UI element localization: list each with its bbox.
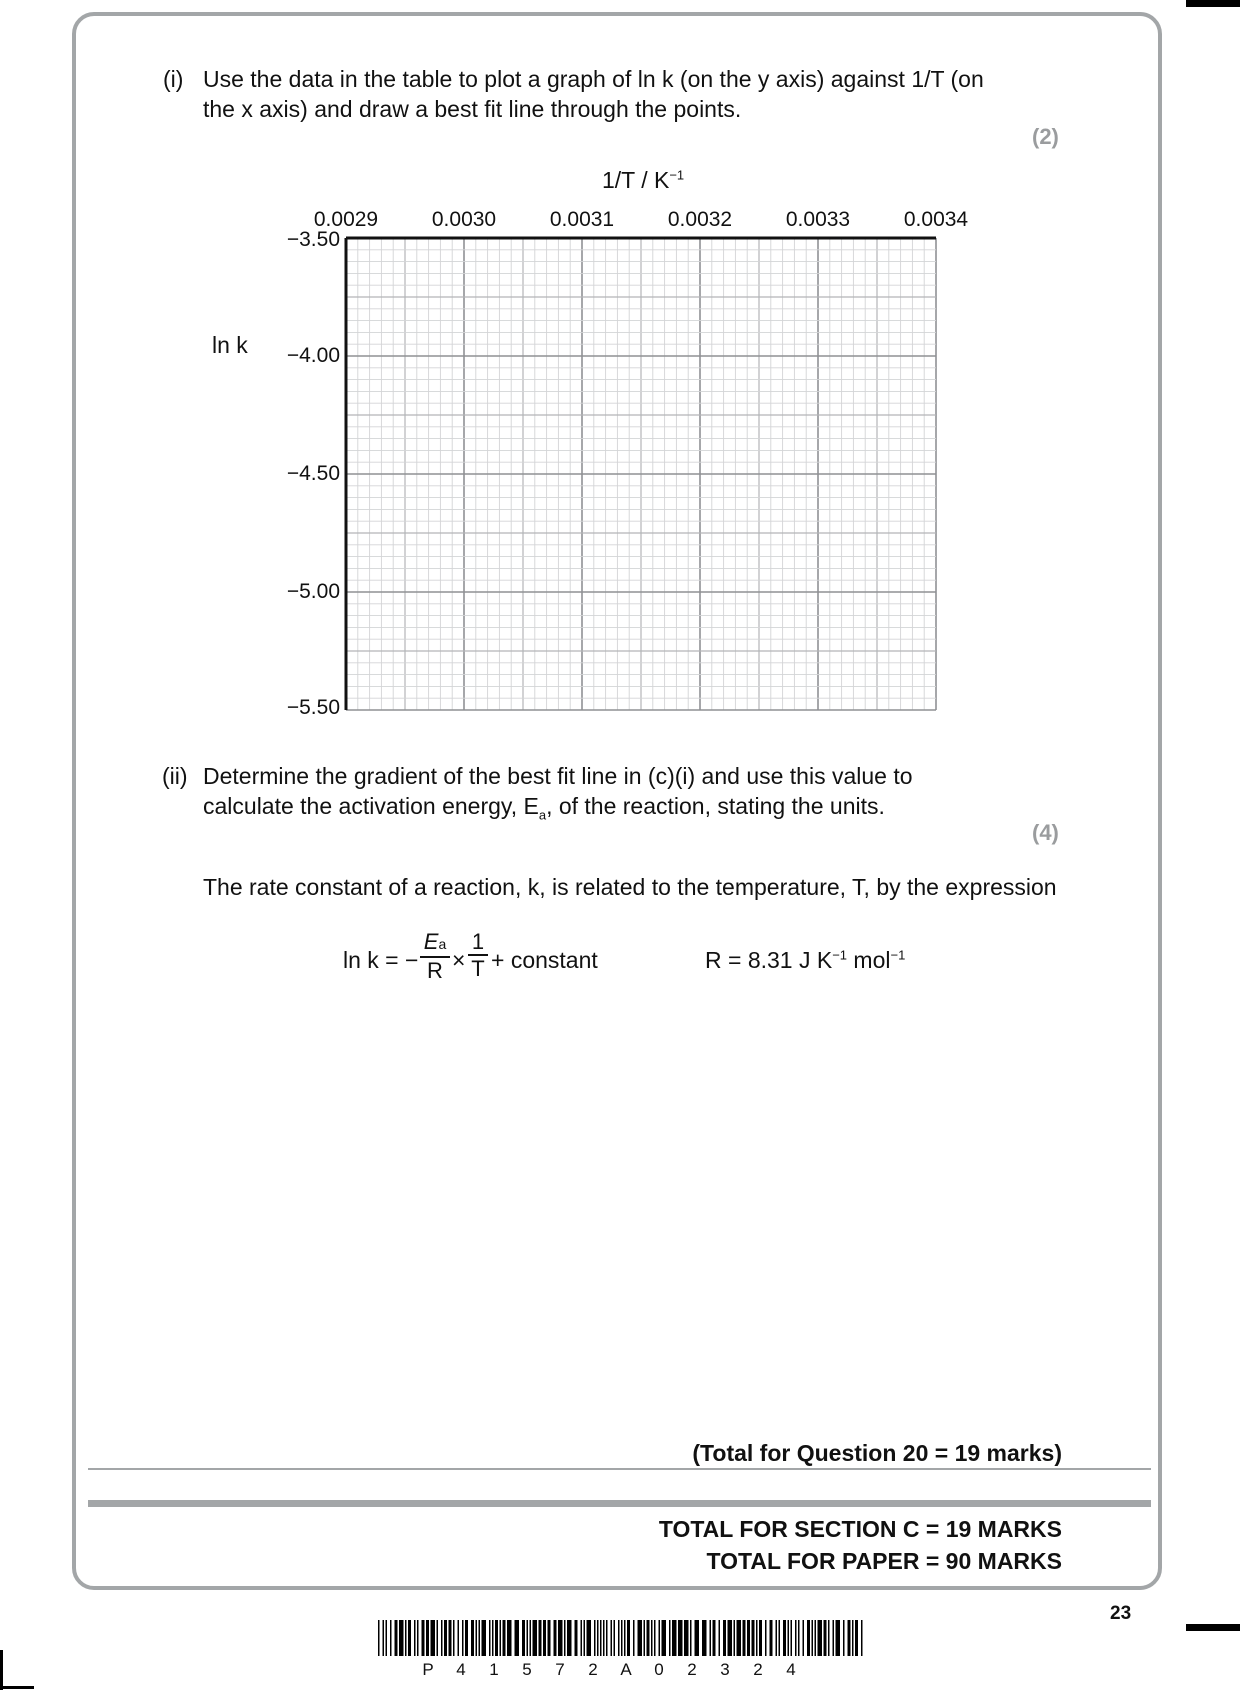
barcode-bar: [647, 1620, 650, 1656]
part-ii-line1: Determine the gradient of the best fit line in (c)(i) and use this value to: [203, 763, 913, 789]
barcode-character: 5: [517, 1660, 537, 1680]
barcode-bar: [405, 1620, 407, 1656]
gas-constant: [705, 945, 905, 975]
gas-constant-mol: mol: [847, 947, 891, 973]
barcode-bar: [465, 1620, 468, 1656]
barcode-bar: [548, 1620, 551, 1656]
barcode-bar: [492, 1620, 494, 1656]
barcode-bar: [584, 1620, 586, 1656]
barcode-bar: [828, 1620, 830, 1656]
barcode-bar: [554, 1620, 557, 1656]
barcode-bar: [458, 1620, 460, 1656]
barcode: [378, 1620, 864, 1662]
barcode-bar: [594, 1620, 596, 1656]
barcode-bar: [815, 1620, 817, 1656]
x-axis-title-sup: −1: [669, 167, 685, 183]
barcode-bar: [378, 1620, 380, 1656]
gas-constant-sup1: −1: [832, 947, 848, 963]
fraction-one-numerator: 1: [471, 929, 485, 954]
barcode-bar: [618, 1620, 620, 1656]
barcode-bar: [833, 1620, 835, 1656]
barcode-bar: [848, 1620, 851, 1656]
gas-constant-sup2: −1: [890, 947, 906, 963]
part-ii-line2-a: calculate the activation energy, E: [203, 793, 539, 819]
barcode-bar: [788, 1620, 790, 1656]
barcode-bar: [654, 1620, 656, 1656]
barcode-bar: [807, 1620, 810, 1656]
part-ii-line2-sub: a: [538, 807, 547, 823]
part-ii-line2-b: , of the reaction, stating the units.: [546, 793, 885, 819]
barcode-character: 2: [748, 1660, 768, 1680]
barcode-bar: [737, 1620, 742, 1656]
barcode-bar: [567, 1620, 572, 1656]
barcode-bar: [489, 1620, 491, 1656]
fraction-t-denominator: T: [468, 954, 488, 982]
barcode-bar: [752, 1620, 755, 1656]
barcode-bar: [765, 1620, 767, 1656]
divider-thick: [88, 1500, 1151, 1507]
barcode-bar: [395, 1620, 398, 1656]
fraction-ea-denominator: R: [420, 956, 450, 984]
barcode-character: 3: [715, 1660, 735, 1680]
part-i-line2: the x axis) and draw a best fit line through the points.: [203, 96, 742, 122]
ea-symbol: E: [423, 929, 439, 954]
y-tick-label: −5.50: [286, 696, 340, 719]
ea-subscript: a: [438, 936, 447, 952]
y-tick-label: −5.00: [286, 580, 340, 603]
barcode-bar: [417, 1620, 419, 1656]
total-paper: TOTAL FOR PAPER = 90 MARKS: [706, 1548, 1062, 1574]
barcode-bar: [603, 1620, 605, 1656]
barcode-bar: [651, 1620, 653, 1656]
barcode-bar: [743, 1620, 746, 1656]
part-i-label: (i): [163, 66, 184, 92]
y-tick-label: −3.50: [286, 228, 340, 251]
barcode-bar: [843, 1620, 845, 1656]
barcode-bar: [453, 1620, 455, 1656]
barcode-bar: [500, 1620, 502, 1656]
barcode-bar: [611, 1620, 613, 1656]
barcode-bar: [791, 1620, 793, 1656]
barcode-bar: [812, 1620, 814, 1656]
page-number: 23: [1110, 1603, 1132, 1624]
part-ii-marks: (4): [1032, 820, 1059, 845]
barcode-bar: [710, 1620, 712, 1656]
barcode-bar: [690, 1620, 692, 1656]
barcode-bar: [728, 1620, 733, 1656]
barcode-bar: [779, 1620, 781, 1656]
barcode-bar: [669, 1620, 671, 1656]
x-tick-label: 0.0030: [431, 208, 497, 231]
barcode-bar: [614, 1620, 616, 1656]
barcode-bar: [747, 1620, 750, 1656]
barcode-bar: [471, 1620, 474, 1656]
fraction-one-over-t: [468, 930, 488, 982]
barcode-bar: [507, 1620, 512, 1656]
barcode-bar: [386, 1620, 388, 1656]
expression-lhs: ln k = −: [343, 947, 419, 973]
barcode-bar: [408, 1620, 411, 1656]
barcode-bar: [719, 1620, 721, 1656]
barcode-bar: [783, 1620, 786, 1656]
divider-thin: [88, 1468, 1151, 1470]
barcode-character: 4: [781, 1660, 801, 1680]
x-tick-label: 0.0031: [549, 208, 615, 231]
part-ii-line2: [203, 791, 885, 821]
barcode-bar: [422, 1620, 425, 1656]
barcode-bar: [597, 1620, 599, 1656]
expression-rhs: + constant: [491, 947, 598, 973]
barcode-bar: [539, 1620, 542, 1656]
barcode-bar: [558, 1620, 563, 1656]
barcode-bar: [444, 1620, 447, 1656]
barcode-bar: [684, 1620, 689, 1656]
barcode-bar: [633, 1620, 635, 1656]
barcode-bar: [756, 1620, 758, 1656]
barcode-bar: [672, 1620, 677, 1656]
barcode-bar: [437, 1620, 439, 1656]
barcode-bar: [713, 1620, 716, 1656]
barcode-bar: [441, 1620, 443, 1656]
barcode-bar: [522, 1620, 525, 1656]
y-tick-label: −4.50: [286, 462, 340, 485]
barcode-bar: [723, 1620, 726, 1656]
barcode-bar: [543, 1620, 546, 1656]
part-i-marks: (2): [1032, 124, 1059, 149]
barcode-bar: [621, 1620, 623, 1656]
barcode-bar: [414, 1620, 416, 1656]
barcode-bar: [503, 1620, 506, 1656]
total-question: (Total for Question 20 = 19 marks): [692, 1440, 1062, 1466]
barcode-bar: [836, 1620, 841, 1656]
barcode-bar: [624, 1620, 626, 1656]
barcode-bar: [533, 1620, 538, 1656]
barcode-bar: [600, 1620, 602, 1656]
barcode-bar: [776, 1620, 778, 1656]
barcode-bar: [476, 1620, 478, 1656]
barcode-bar: [659, 1620, 661, 1656]
x-tick-label: 0.0029: [313, 208, 379, 231]
barcode-bar: [627, 1620, 630, 1656]
barcode-character: 7: [550, 1660, 570, 1680]
barcode-bar: [638, 1620, 643, 1656]
barcode-bar: [662, 1620, 667, 1656]
fraction-ea-numerator: [420, 930, 450, 956]
barcode-bar: [695, 1620, 700, 1656]
barcode-bar: [702, 1620, 707, 1656]
barcode-bar: [587, 1620, 592, 1656]
barcode-bar: [798, 1620, 800, 1656]
barcode-bar: [399, 1620, 404, 1656]
barcode-character: 2: [682, 1660, 702, 1680]
barcode-bar: [479, 1620, 481, 1656]
barcode-bar: [759, 1620, 762, 1656]
x-tick-label: 0.0032: [667, 208, 733, 231]
barcode-bar: [795, 1620, 797, 1656]
barcode-bar: [644, 1620, 646, 1656]
barcode-bar: [426, 1620, 429, 1656]
part-ii-label: (ii): [162, 763, 188, 789]
barcode-bar: [734, 1620, 736, 1656]
barcode-bar: [770, 1620, 773, 1656]
barcode-character: A: [616, 1660, 636, 1680]
barcode-bar: [515, 1620, 520, 1656]
total-section: TOTAL FOR SECTION C = 19 MARKS: [658, 1516, 1062, 1542]
barcode-bar: [581, 1620, 583, 1656]
barcode-bar: [383, 1620, 385, 1656]
x-tick-label: 0.0034: [903, 208, 969, 231]
x-tick-label: 0.0033: [785, 208, 851, 231]
barcode-bar: [855, 1620, 858, 1656]
barcode-bar: [818, 1620, 823, 1656]
barcode-bar: [564, 1620, 566, 1656]
barcode-bar: [530, 1620, 532, 1656]
barcode-character: P: [418, 1660, 438, 1680]
times-sign: ×: [452, 947, 466, 973]
barcode-bar: [390, 1620, 392, 1656]
barcode-character: 2: [583, 1660, 603, 1680]
barcode-bar: [575, 1620, 578, 1656]
y-axis-title: ln k: [212, 332, 248, 358]
barcode-bar: [431, 1620, 436, 1656]
barcode-bar: [449, 1620, 452, 1656]
barcode-bar: [482, 1620, 487, 1656]
barcode-bar: [852, 1620, 854, 1656]
barcode-bar: [803, 1620, 805, 1656]
barcode-bar: [861, 1620, 863, 1656]
fraction-ea-over-r: [420, 930, 450, 984]
part-i-line1: Use the data in the table to plot a graph of ln k (on the y axis) against 1/T (on: [203, 66, 984, 92]
y-tick-label: −4.00: [286, 344, 340, 367]
barcode-character: 4: [451, 1660, 471, 1680]
barcode-character: 0: [649, 1660, 669, 1680]
barcode-bar: [606, 1620, 608, 1656]
gas-constant-text: R = 8.31 J K: [705, 947, 833, 973]
barcode-character: 1: [484, 1660, 504, 1680]
expression-intro: The rate constant of a reaction, k, is related to the temperature, T, by the expression: [203, 874, 1057, 900]
barcode-bar: [495, 1620, 498, 1656]
x-axis-title-text: 1/T / K: [602, 167, 670, 193]
barcode-bar: [462, 1620, 464, 1656]
barcode-bar: [824, 1620, 827, 1656]
barcode-bar: [678, 1620, 683, 1656]
barcode-bar: [527, 1620, 529, 1656]
